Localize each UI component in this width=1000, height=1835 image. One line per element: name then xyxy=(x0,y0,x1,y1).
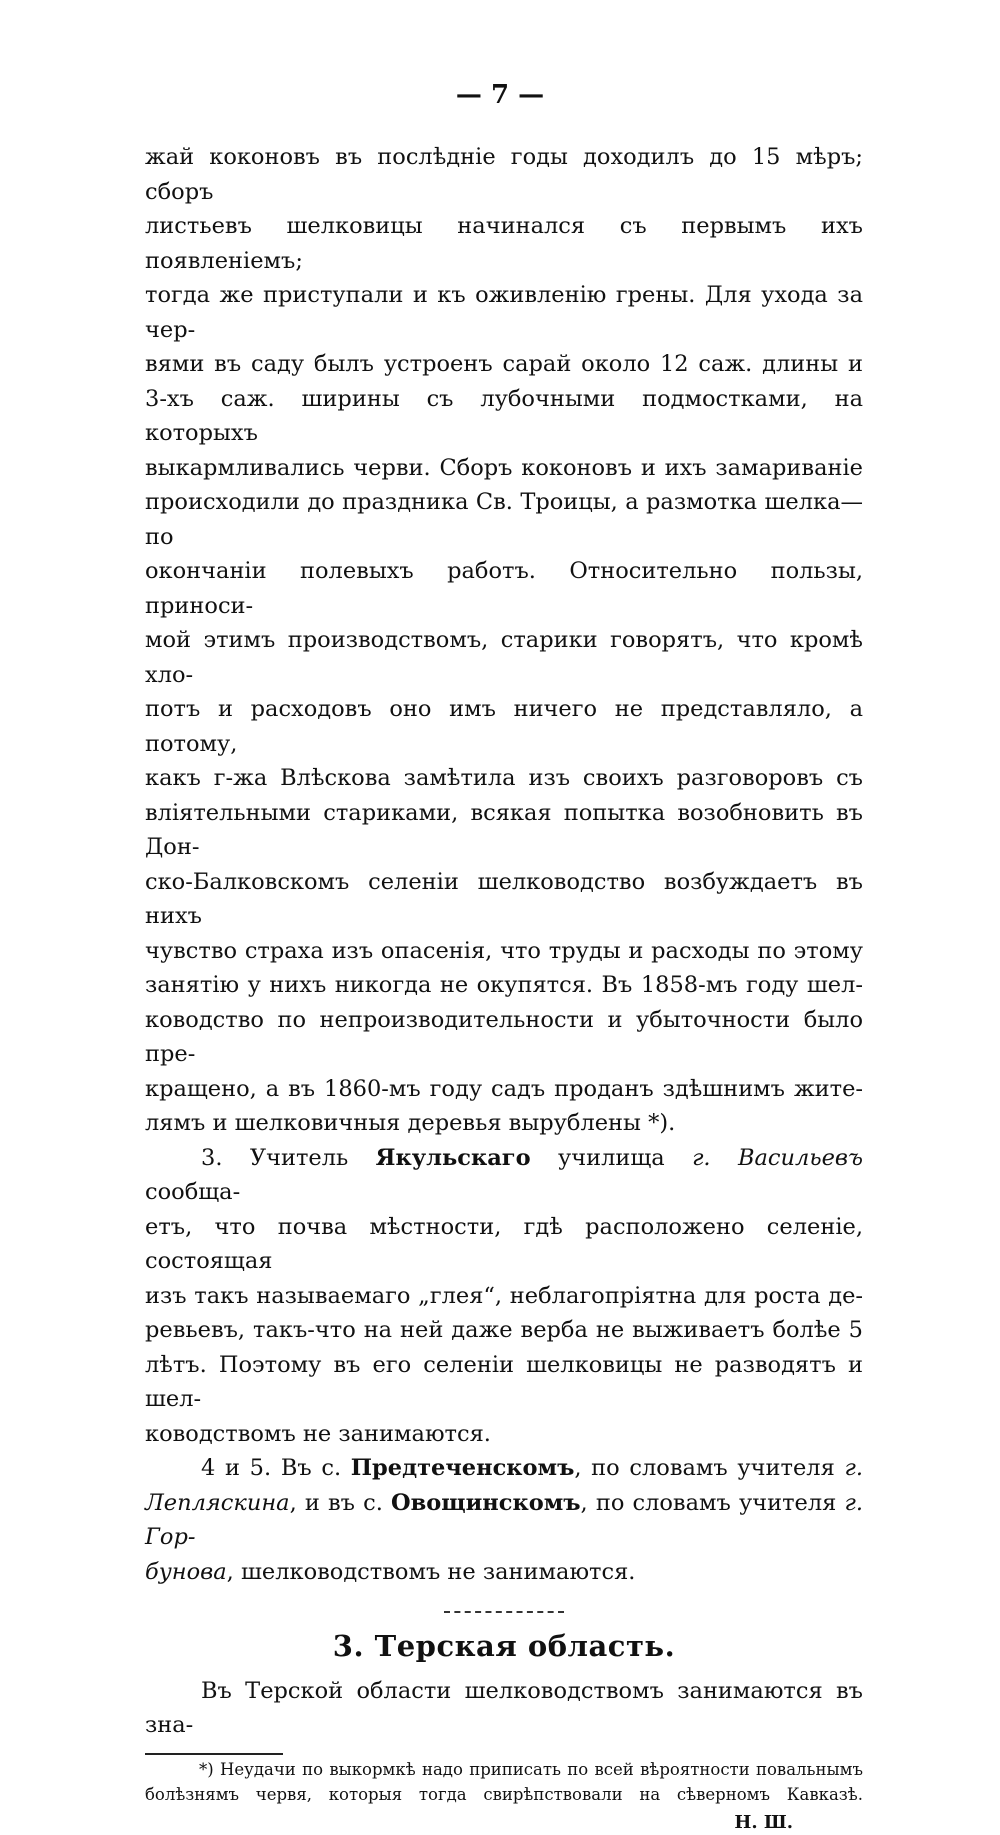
text-line: изъ такъ называемаго „глея“, неблагопріятна для роста де- xyxy=(145,1282,863,1309)
section-title: 3. Терская область. xyxy=(332,1629,676,1663)
text-line: ководство по непроизводительности и убыточности было пре- xyxy=(145,1006,863,1067)
text-line: 3-хъ саж. ширины съ лубочными подмостками, на которыхъ xyxy=(145,385,863,446)
text-line: мой этимъ производствомъ, старики говорятъ, что кромѣ хло- xyxy=(145,627,863,688)
text-span: 3. Учитель xyxy=(201,1144,376,1171)
text-span: , по словамъ учителя xyxy=(574,1455,845,1481)
text-line: чувство страха изъ опасенія, что труды и расходы по этому xyxy=(145,937,863,964)
teacher-name: г. Гор- xyxy=(145,1489,863,1550)
text-line: тогда же приступали и къ оживленію грены. Для ухода за чер- xyxy=(145,282,863,343)
text-line: ревьевъ, такъ-что на ней даже верба не выживаетъ болѣе 5 xyxy=(145,1317,863,1343)
text-line: ско-Балковскомъ селеніи шелководство возбуждаетъ въ нихъ xyxy=(145,868,863,929)
footnote-line: болѣзнямъ червя, которыя тогда свирѣпствовали на сѣверномъ Кавказѣ. xyxy=(145,1784,863,1804)
text-line: етъ, что почва мѣстности, гдѣ расположено селеніе, состоящая xyxy=(145,1213,863,1274)
text-span: 4 и 5. Въ с. xyxy=(201,1455,351,1481)
teacher-name: г. Васильевъ xyxy=(692,1144,863,1171)
paragraph-2 xyxy=(145,1141,863,1452)
footnote-rule xyxy=(145,1753,283,1755)
text-span: сообща- xyxy=(145,1179,241,1205)
paragraph-3 xyxy=(145,1451,863,1589)
footnote-line: *) Неудачи по выкормкѣ надо приписать по всей вѣроятности повальнымъ xyxy=(199,1759,863,1779)
text-line: ководствомъ не занимаются. xyxy=(145,1420,491,1447)
text-line: лѣтъ. Поэтому въ его селеніи шелковицы не разводятъ и шел- xyxy=(145,1351,863,1412)
text-span: , по словамъ учителя xyxy=(580,1489,845,1516)
text-line: листьевъ шелковицы начинался съ первымъ ихъ появленіемъ; xyxy=(145,213,863,274)
text-line: занятію у нихъ никогда не окупятся. Въ 1858-мъ году шел- xyxy=(145,972,863,998)
text-line xyxy=(145,1555,863,1590)
teacher-name: бунова xyxy=(145,1558,227,1585)
text-line: Въ Терской области шелководствомъ занимаются въ зна- xyxy=(145,1677,863,1738)
village-name: Предтеченскомъ xyxy=(350,1455,575,1481)
paragraph-1 xyxy=(145,140,863,1141)
text-line xyxy=(145,1141,863,1210)
footnote-signature: Н. Ш. xyxy=(734,1811,793,1833)
page-number: — 7 — xyxy=(455,80,545,110)
text-line: вліятельными стариками, всякая попытка возобновить въ Дон- xyxy=(145,799,863,860)
village-name: Овощинскомъ xyxy=(391,1489,581,1516)
paragraph-4 xyxy=(145,1674,863,1743)
text-line: выкармливались черви. Сборъ коконовъ и ихъ замариваніе xyxy=(145,454,863,481)
teacher-title: г. xyxy=(844,1455,863,1481)
text-line: какъ г-жа Влѣскова замѣтила изъ своихъ разговоровъ съ xyxy=(145,765,863,791)
text-line xyxy=(145,1451,863,1486)
text-line xyxy=(145,1486,863,1555)
text-span: училища xyxy=(530,1144,693,1171)
text-line: окончаніи полевыхъ работъ. Относительно пользы, приноси- xyxy=(145,558,863,619)
school-name: Якульскаго xyxy=(375,1144,531,1171)
footnote xyxy=(145,1757,863,1835)
text-line: жай коконовъ въ послѣдніе годы доходилъ до 15 мѣръ; сборъ xyxy=(145,144,863,205)
section-divider xyxy=(444,1611,564,1615)
text-line: лямъ и шелковичныя деревья вырублены *). xyxy=(145,1110,676,1136)
text-line: потъ и расходовъ оно имъ ничего не представляло, а потому, xyxy=(145,696,863,757)
text-span: , и въ с. xyxy=(289,1489,392,1516)
text-line: происходили до праздника Св. Троицы, а размотка шелка—по xyxy=(145,489,863,550)
text-line: кращено, а въ 1860-мъ году садъ проданъ здѣшнимъ жите- xyxy=(145,1075,863,1102)
text-span: , шелководствомъ не занимаются. xyxy=(226,1558,636,1585)
text-block xyxy=(145,140,863,1835)
text-line: вями въ саду былъ устроенъ сарай около 12 саж. длины и xyxy=(145,351,863,377)
teacher-name: Лепляскина xyxy=(145,1489,290,1516)
